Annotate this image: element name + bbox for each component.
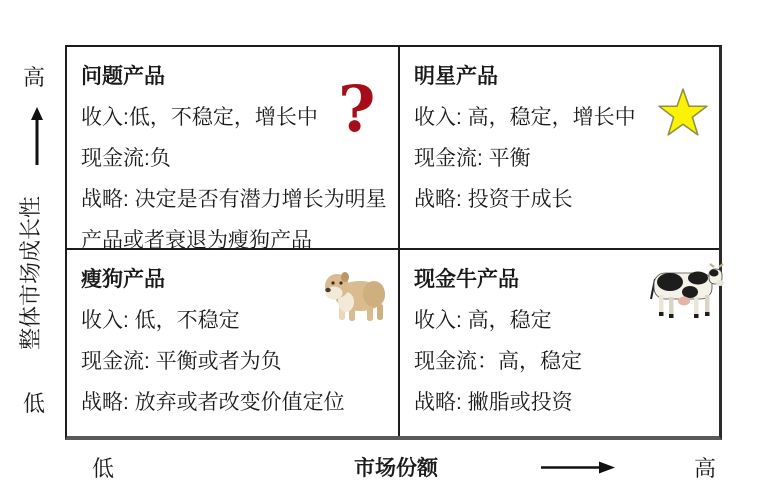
quadrant-line: 现金流:负 — [81, 147, 171, 170]
quadrant-line: 收入: 高，稳定，增长中 — [414, 106, 636, 129]
quadrant-title: 现金牛产品 — [414, 268, 519, 291]
x-axis-low-label: 低 — [92, 456, 115, 481]
quadrant-line: 战略: 投资于成长 — [414, 188, 573, 211]
quadrant-line: 收入: 高，稳定 — [414, 309, 552, 332]
matrix-grid — [65, 45, 722, 440]
quadrant-line: 收入: 低，不稳定 — [81, 309, 240, 332]
quadrant-title: 明星产品 — [414, 65, 498, 88]
up-arrow-icon — [29, 107, 45, 165]
quadrant-line: 收入:低，不稳定，增长中 — [81, 106, 318, 129]
quadrant-line: 现金流: 平衡 — [414, 147, 531, 170]
y-axis-low-label: 低 — [23, 391, 46, 416]
y-axis-high-label: 高 — [23, 65, 46, 90]
quadrant-line: 战略: 撇脂或投资 — [414, 391, 573, 414]
y-axis-title: 整体市场成长性 — [18, 196, 43, 351]
right-arrow-icon — [541, 460, 615, 475]
quadrant-line: 产品或者衰退为瘦狗产品 — [81, 229, 312, 252]
x-axis-high-label: 高 — [694, 456, 717, 481]
quadrant-title: 瘦狗产品 — [81, 268, 165, 291]
quadrant-star-products — [400, 47, 719, 250]
question-mark-icon: ? — [338, 72, 376, 147]
quadrant-line: 现金流: 平衡或者为负 — [81, 350, 282, 373]
quadrant-title: 问题产品 — [81, 65, 165, 88]
quadrant-line: 现金流：高，稳定 — [414, 350, 582, 373]
cow-icon — [648, 263, 728, 321]
x-axis-title: 市场份额 — [354, 457, 438, 480]
quadrant-line: 战略: 放弃或者改变价值定位 — [81, 391, 345, 414]
star-icon — [657, 87, 709, 137]
dog-icon — [322, 266, 388, 326]
quadrant-line: 战略: 决定是否有潜力增长为明星 — [81, 188, 387, 211]
